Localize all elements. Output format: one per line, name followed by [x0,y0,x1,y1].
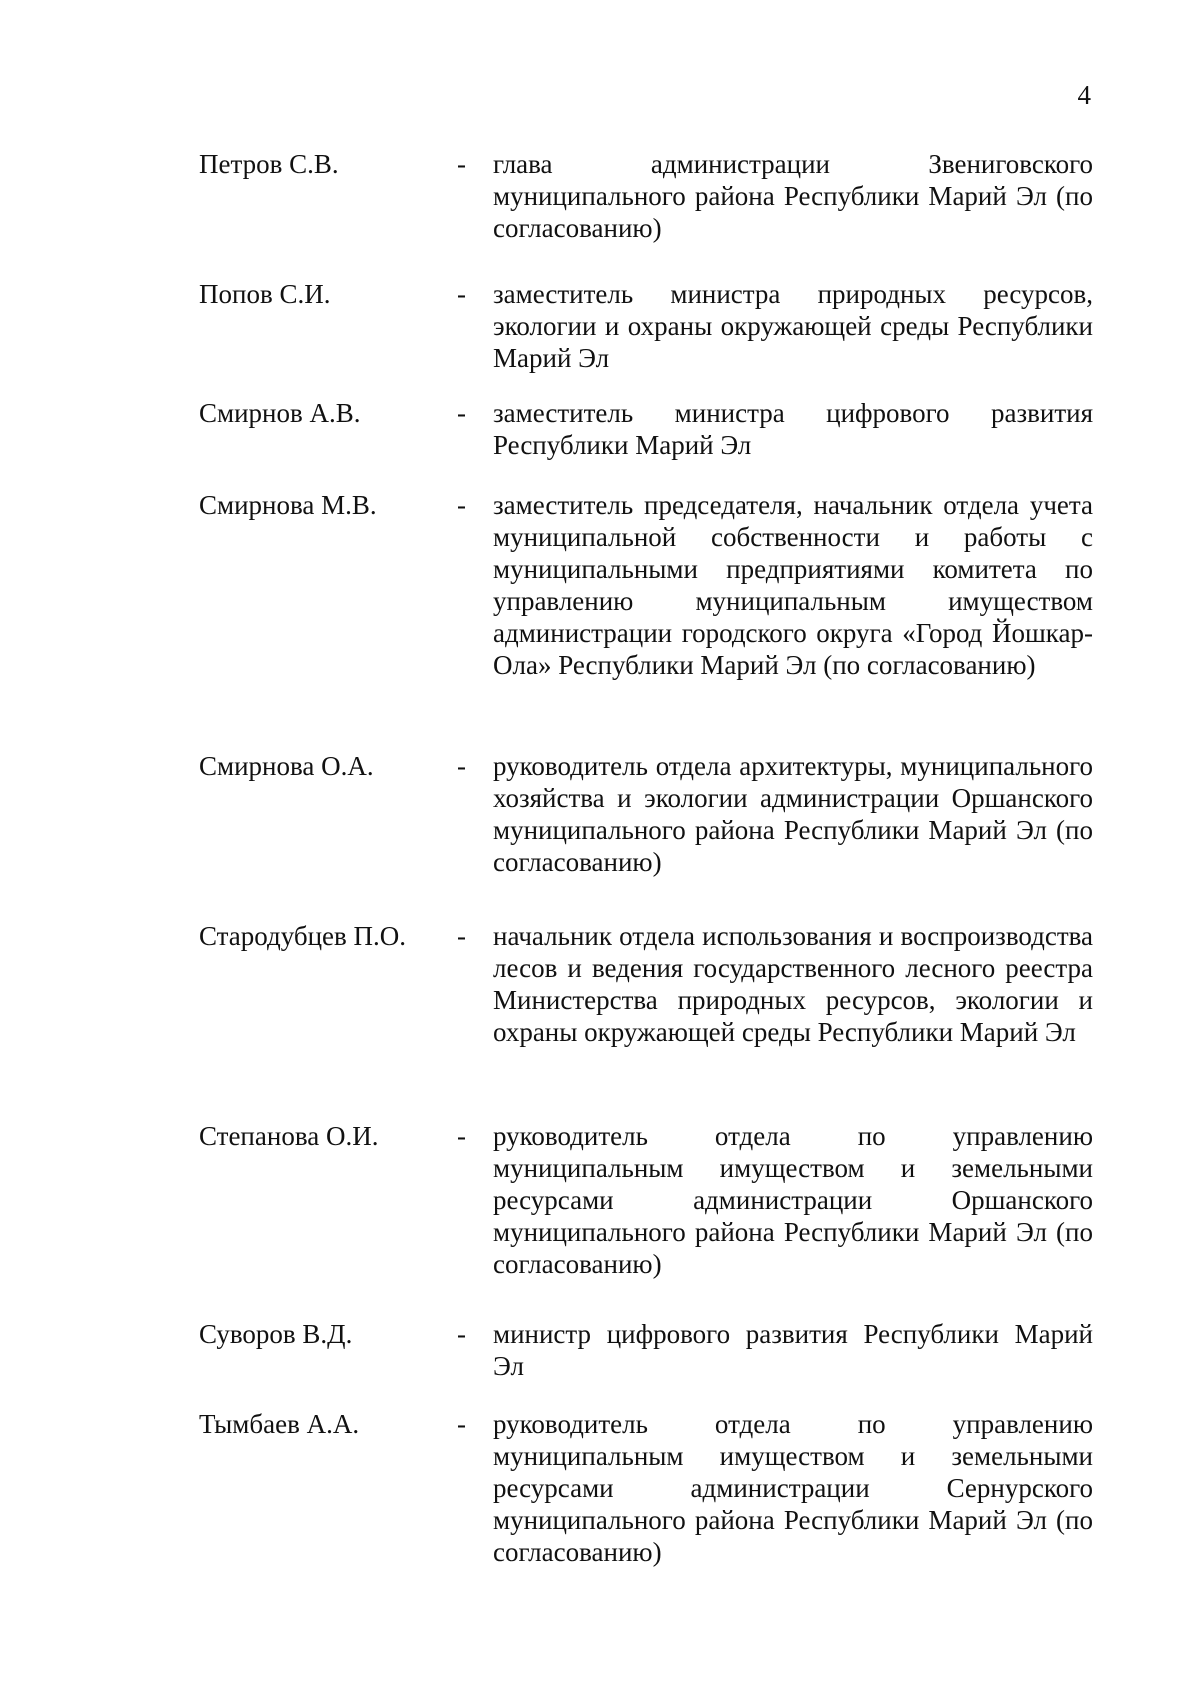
member-position: руководитель отдела по управлению муниципальным имуществом и земельными ресурсами администрации Сернурского муниципального района Республики Марий Эл (по согласованию) [493,1409,1093,1567]
member-entry [199,750,1094,878]
member-position: заместитель председателя, начальник отдела учета муниципальной собственности и работы с муниципальными предприятиями комитета по управлению муниципальным имуществом администрации городского округа «Город Йошкар-Ола» Республики Марий Эл (по согласованию) [493,490,1093,680]
member-position: заместитель министра природных ресурсов, экологии и охраны окружающей среды Республики Марий Эл [493,279,1093,373]
member-entry [199,397,1094,461]
member-name: Степанова О.И. [199,1121,379,1151]
member-position: руководитель отдела по управлению муниципальным имуществом и земельными ресурсами администрации Оршанского муниципального района Республики Марий Эл (по согласованию) [493,1121,1093,1279]
member-position: руководитель отдела архитектуры, муниципального хозяйства и экологии администрации Оршанского муниципального района Республики Марий Эл (по согласованию) [493,751,1093,877]
member-entry [199,489,1094,681]
member-position: заместитель министра цифрового развития Республики Марий Эл [493,398,1093,460]
member-name: Смирнов А.В. [199,398,361,428]
entry-dash: - [457,1409,466,1439]
member-name: Смирнова М.В. [199,490,377,520]
member-name: Тымбаев А.А. [199,1409,360,1439]
entry-dash: - [457,921,466,951]
entry-dash: - [457,279,466,309]
entry-dash: - [457,1319,466,1349]
member-name: Стародубцев П.О. [199,921,407,951]
entry-dash: - [457,751,466,781]
member-name: Смирнова О.А. [199,751,374,781]
member-position: начальник отдела использования и воспроизводства лесов и ведения государственного лесного реестра Министерства природных ресурсов, экологии и охраны окружающей среды Республики Марий Эл [493,921,1093,1047]
member-name: Попов С.И. [199,279,331,309]
page-number: 4 [1077,80,1091,110]
member-name: Петров С.В. [199,149,339,179]
member-position: министр цифрового развития Республики Марий Эл [493,1319,1093,1381]
member-position: глава администрации Звениговского муниципального района Республики Марий Эл (по согласованию) [493,149,1093,243]
entry-dash: - [457,149,466,179]
member-entry [199,1120,1094,1280]
member-entry [199,1318,1094,1382]
entry-dash: - [457,490,466,520]
member-entry [199,278,1094,374]
entry-dash: - [457,1121,466,1151]
member-name: Суворов В.Д. [199,1319,353,1349]
member-entry [199,920,1094,1048]
member-entry [199,148,1094,244]
member-entry [199,1408,1094,1568]
entry-dash: - [457,398,466,428]
